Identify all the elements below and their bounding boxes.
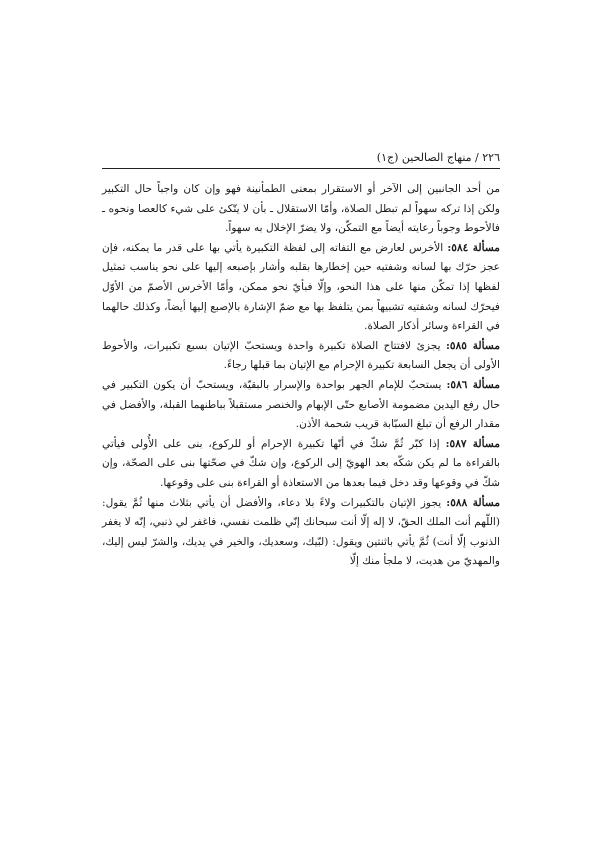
header-rule bbox=[102, 168, 500, 169]
issue-585 bbox=[102, 337, 500, 376]
issue-588 bbox=[102, 494, 500, 572]
page-body bbox=[102, 180, 500, 572]
issue-label: مسألة ٥٨٧: bbox=[445, 437, 500, 450]
paragraph-continued bbox=[102, 180, 500, 239]
issue-584 bbox=[102, 239, 500, 337]
paragraph-text: يجوز الإتيان بالتكبيرات ولاءً بلا دعاء، والأفضل أن يأتي بثلاث منها ثُمَّ يقول: (اللّهم أنت الملك الحقّ، لا إله إلّا أنت سبحانك إنّي ظلمت نفسي، فاغفر لي ذنبي، إنّه لا يغفر الذنوب إلّا أنت) ثُمَّ يأتي باثنتين ويقول: (لبّيك، وسعديك، والخير في يديك، والشرّ ليس إليك، والمهديّ من هديت، لا ملجأ منك إلّا bbox=[102, 496, 500, 568]
paragraph-text: يستحبّ للإمام الجهر بواحدة والإسرار بالبقيّة، ويستحبّ أن يكون التكبير في حال رفع اليدين مضمومة الأصابع حتّى الإبهام والخنصر مستقبلاً بباطنهما القبلة، والأفضل في مقدار الرفع أن تبلغ السبّابة قريب شحمة الأذن. bbox=[102, 378, 500, 431]
issue-587 bbox=[102, 435, 500, 494]
issue-label: مسألة ٥٨٥: bbox=[445, 339, 500, 352]
issue-label: مسألة ٥٨٨: bbox=[446, 496, 500, 509]
paragraph-text: يجزئ لافتتاح الصلاة تكبيرة واحدة ويستحبّ الإتيان بسبع تكبيرات، والأحوط الأولى أن يجعل السابعة تكبيرة الإحرام مع الإتيان بما قبلها رجاءً. bbox=[102, 339, 500, 372]
paragraph-text: الأخرس لعارض مع التفاته إلى لفظة التكبيرة يأتي بها على قدر ما يمكنه، فإن عجز حرّك بها لسانه وشفتيه حين إخطارها بقلبه وأشار بإصبعه إليها على نحو يناسب تمثيل لفظها إذا تمكّن منها على هذا النحو، وإلّا فبأيّ نحو ممكن، وأمّا الأخرس الأصمّ من الأوّل فيحرّك لسانه وشفتيه تشبيهاً بمن يتلفظ بها مع ضمّ الإشارة بالإصبع إليها أيضاً، وكذلك حالهما في القراءة وسائر أذكار الصلاة. bbox=[102, 241, 500, 333]
paragraph-text: إذا كبّر ثُمَّ شكّ في أنّها تكبيرة الإحرام أو للركوع، بنى على الأُولى فيأتي بالقراءة ما لم يكن شكّه بعد الهويّ إلى الركوع، وإن شكّ في صحّتها بنى على الصحّة، وإن شكّ في وقوعها وقد دخل فيما بعدها من الاستعاذة أو القراءة بنى على وقوعها. bbox=[102, 437, 500, 489]
issue-label: مسألة ٥٨٤: bbox=[447, 241, 500, 254]
issue-586 bbox=[102, 376, 500, 435]
issue-label: مسألة ٥٨٦: bbox=[446, 378, 500, 391]
running-header bbox=[102, 151, 500, 165]
running-head-text: ٢٢٦ / منهاج الصالحين (ج١) bbox=[376, 151, 500, 164]
paragraph-text: من أحد الجانبين إلى الآخر أو الاستقرار بمعنى الطمأنينة فهو وإن كان واجباً حال التكبير ولكن إذا تركه سهواً لم تبطل الصلاة، وأمّا الاستقلال ـ بأن لا يتّكئ على شيء كالعصا ونحوه ـ فالأحوط وجوباً رعايته أيضاً مع التمكّن، ولا يضرّ الإخلال به سهواً. bbox=[102, 183, 500, 235]
